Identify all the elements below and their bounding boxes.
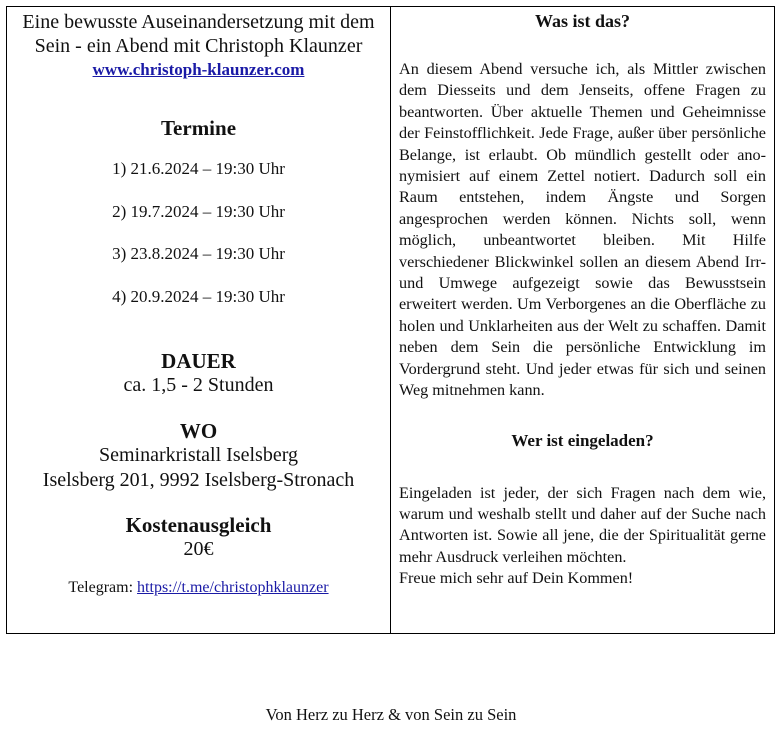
telegram-line (7, 579, 390, 597)
info-table (6, 6, 775, 634)
description-paragraph: An diesem Abend versuche ich, als Mittler zwischen dem Diesseits und dem Jenseits, offene Fragen zu beantworten. Über aktuelle Themen und Geheimnisse der Feinstofflichkeit. Jede Frage, außer über persönliche Belange, ist erlaubt. Ob mündlich gestellt oder anonymisiert auf einem Zettel notiert. Dadurch soll ein Raum entstehen, indem Ängste und Sorgen angesprochen werden können. Nichts soll, wenn möglich, unbeantwortet bleiben. Mit Hilfe verschiedener Blickwinkel sollen an diesem Abend Irr- und Umwege aufgezeigt sowie das Bewusstsein erweitert werden. Um Verborgenes an die Oberfläche zu holen und Unklarheiten aus der Welt zu schaffen. Damit neben dem Sein die persönliche Entwicklung im Vordergrund steht. Und jeder etwas für sich und seinen Weg mitnehmen kann. (399, 60, 766, 400)
who-is-invited-heading: Wer ist eingeladen? (511, 430, 654, 450)
event-title: Eine bewusste Auseinandersetzung mit dem Sein - ein Abend mit Christoph Klaunzer (22, 11, 375, 57)
dates-list (7, 159, 390, 329)
date-item: 1) 21.6.2024 – 19:30 Uhr (112, 159, 285, 178)
wo-heading: WO (179, 419, 218, 443)
date-item: 2) 19.7.2024 – 19:30 Uhr (112, 201, 285, 221)
kosten-value: 20€ (183, 538, 214, 560)
date-item: 4) 20.9.2024 – 19:30 Uhr (112, 286, 285, 306)
termine-heading: Termine (160, 116, 237, 140)
dauer-value: ca. 1,5 - 2 Stunden (123, 374, 274, 396)
invitation-paragraph: Eingeladen ist jeder, der sich Fragen nach dem wie, warum und weshalb stellt und daher auf der Suche nach Antworten ist. Sowie all jene, die der Spiritualität gerne mehr Ausdruck verleihen möchten. (399, 483, 766, 566)
telegram-label: Telegram: (68, 579, 134, 596)
what-is-this-heading: Was ist das? (534, 11, 631, 31)
telegram-link[interactable]: https://t.me/christophklaunzer (137, 579, 329, 596)
closing-line: Freue mich sehr auf Dein Kommen! (399, 569, 634, 588)
venue-address: Iselsberg 201, 9992 Iselsberg-Stronach (42, 469, 355, 491)
date-item: 3) 23.8.2024 – 19:30 Uhr (112, 244, 285, 263)
left-column (7, 7, 391, 633)
kosten-heading: Kostenausgleich (125, 513, 272, 537)
venue-name: Seminarkristall Iselsberg (98, 444, 299, 466)
dauer-heading: DAUER (161, 349, 236, 373)
right-column (391, 7, 774, 633)
website-link[interactable]: www.christoph-klaunzer.com (92, 60, 305, 79)
footer-motto: Von Herz zu Herz & von Sein zu Sein (265, 705, 517, 724)
